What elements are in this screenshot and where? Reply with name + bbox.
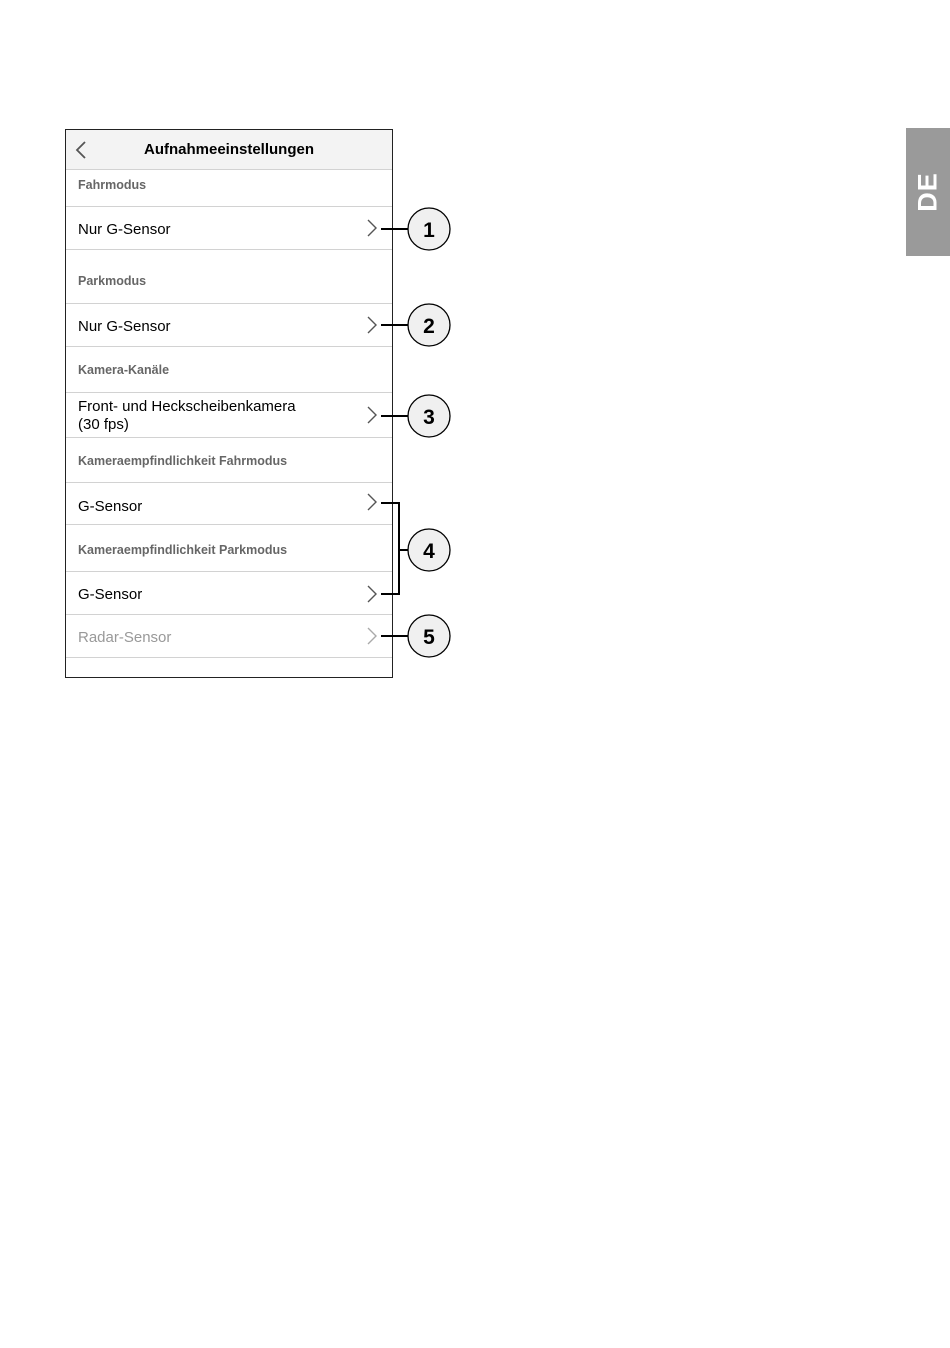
row-label: Nur G-Sensor (78, 221, 171, 238)
language-tab-label: DE (912, 172, 943, 212)
section-label: Fahrmodus (78, 178, 147, 192)
row-label: G-Sensor (78, 586, 143, 603)
callout-1-label: 1 (423, 219, 435, 242)
callout-2 (408, 304, 450, 346)
callout-1 (408, 208, 450, 250)
row-label-line2: (30 fps) (78, 416, 129, 433)
callout-3-label: 3 (423, 406, 435, 429)
callout-5-label: 5 (423, 626, 435, 649)
section-label: Kameraempfindlichkeit Parkmodus (78, 543, 288, 557)
callout-4-label: 4 (423, 540, 435, 563)
section-label: Kamera-Kanäle (78, 363, 170, 377)
page-title: Aufnahmeeinstellungen (143, 141, 315, 158)
section-label: Kameraempfindlichkeit Fahrmodus (78, 454, 288, 468)
row-label: Radar-Sensor (78, 629, 172, 646)
callout-4 (408, 529, 450, 571)
callout-2-label: 2 (423, 315, 435, 338)
section-label: Parkmodus (78, 274, 147, 288)
row-label: Nur G-Sensor (78, 318, 171, 335)
callout-5 (408, 615, 450, 657)
callout-3 (408, 395, 450, 437)
row-label-line1: Front- und Heckscheibenkamera (78, 398, 296, 415)
row-label: G-Sensor (78, 498, 143, 515)
